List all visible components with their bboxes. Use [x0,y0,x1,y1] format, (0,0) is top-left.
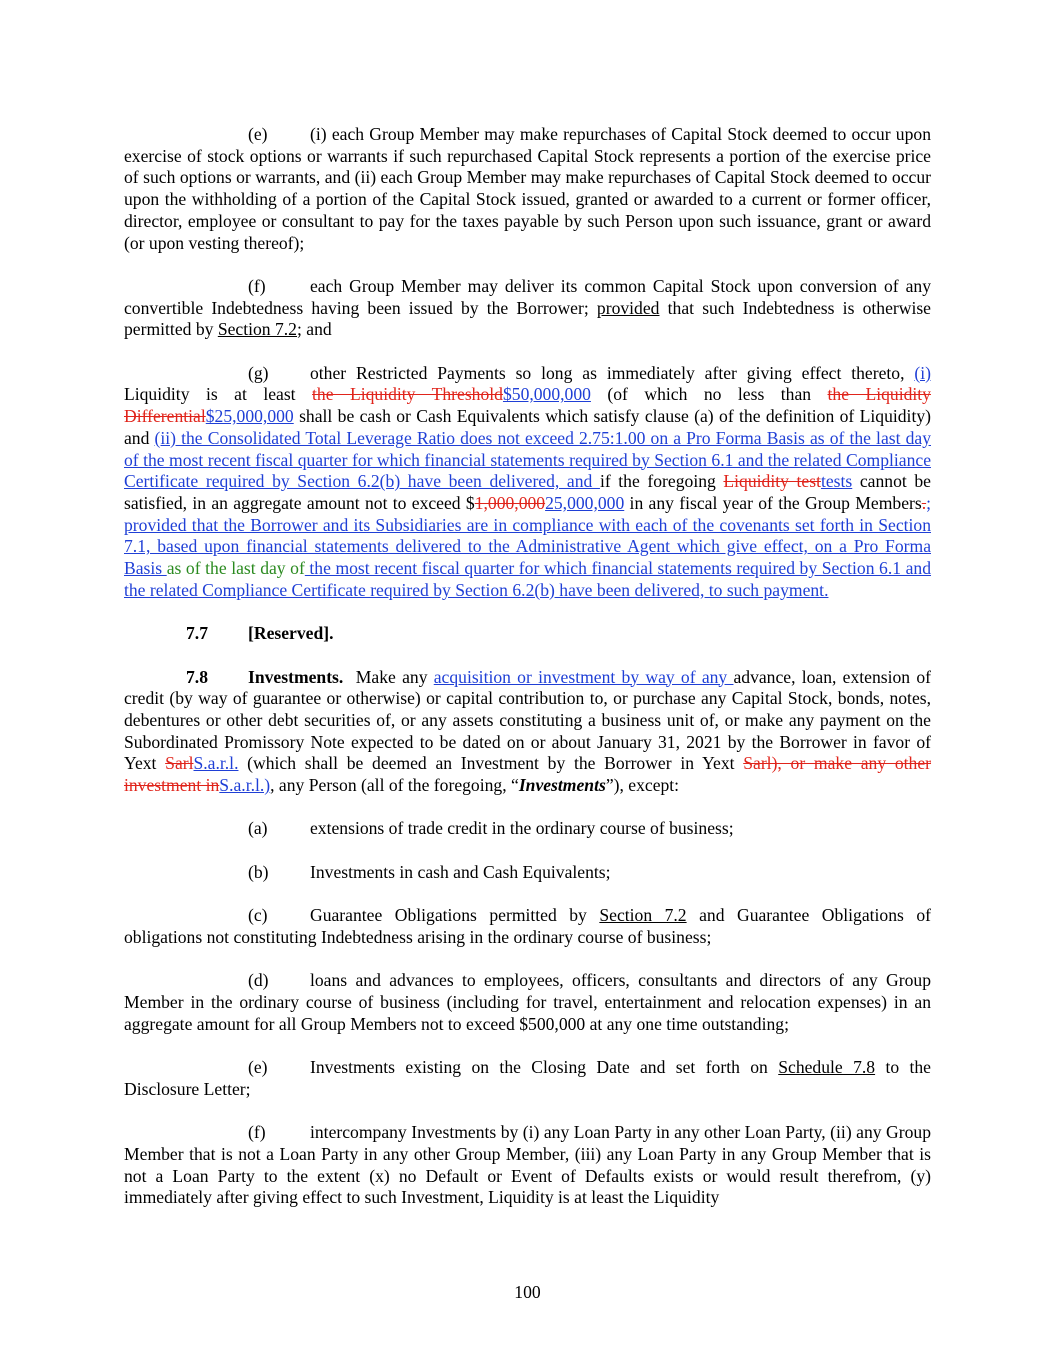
item-text: to the Disclosure Letter; [124,1057,931,1099]
moved-text: as of the last day of [166,558,305,579]
item-label: (d) [248,970,269,991]
paragraph-text: that such Indebtedness is otherwise permitted by [124,297,931,340]
item-text: and Guarantee Obligations of obligations not constituting Indebtedness arising in the ordinary course of business; [124,905,931,947]
item-e [124,1057,931,1100]
deleted-text: Sarl), or make any other investment in [124,753,932,796]
item-text: Investments in cash and Cash Equivalents; [310,861,611,882]
section-number: 7.8 [186,666,208,687]
schedule-reference: Schedule 7.8 [778,1057,876,1078]
item-a [124,818,931,840]
paragraph-e [124,124,931,254]
section-7-7-heading [124,623,931,645]
item-label: (e) [248,1057,268,1078]
paragraph-text: in any fiscal year of the Group Members [624,492,922,513]
defined-term: Investments [518,775,606,796]
paragraph-label: (e) [248,124,268,144]
inserted-text: acquisition or investment by way of any [433,666,734,687]
paragraph-label: (f) [248,275,266,296]
inserted-text: $50,000,000 [502,384,591,405]
section-reference: Section 7.2 [599,905,687,926]
deleted-text: the Liquidity Threshold [312,384,503,405]
item-label: (f) [248,1122,266,1143]
inserted-text: 25,000,000 [545,492,625,513]
paragraph-f [124,276,931,341]
paragraph-text: cannot be satisfied, in an aggregate amount not to exceed $ [124,471,931,513]
inserted-text: ; provided that the Borrower and its Subsidiaries are in compliance with each of the covenants set forth in Section 7.1, based upon financial statements delivered to the Administrative Agent which give effect, on a Pro Forma Basis [124,492,931,579]
inserted-text: S.a.r.l.) [219,775,271,796]
paragraph-text: (which shall be deemed an Investment by the Borrower in Yext [238,753,744,774]
item-label: (b) [248,861,269,882]
paragraph-text: Liquidity is at least [124,384,313,405]
inserted-text: S.a.r.l. [193,753,239,774]
inserted-text: (i) [914,362,931,383]
section-reference: Section 7.2 [217,319,297,340]
paragraph-g [124,363,931,602]
item-c [124,905,931,948]
paragraph-text: , any Person (all of the foregoing, “ [270,775,519,796]
item-b [124,862,931,884]
paragraph-text: other Restricted Payments so long as immediately after giving effect thereto, [310,362,915,383]
paragraph-label: (g) [248,362,269,383]
item-text: loans and advances to employees, officers, consultants and directors of any Group Member in the ordinary course of business (including for travel, entertainment and relocation expenses) in an aggregate amount for all Group Members not to exceed $500,000 at any one time outstanding; [124,970,931,1034]
paragraph-text: Make any [343,666,434,687]
deleted-text: Sarl [165,753,194,774]
item-label: (c) [248,905,268,926]
paragraph-text: (of which no less than [590,384,828,405]
inserted-text: the most recent fiscal quarter for which financial statements required by Section 6.1 and the related Compliance Certificate required by Section 6.2(b) have been delivered, to such payment. [124,558,932,600]
inserted-text: (ii) the Consolidated Total Leverage Ratio does not exceed 2.75:1.00 on a Pro Forma Basis as of the last day of the most recent fiscal quarter for which financial statements required by Section 6.1 and the related Compliance Certificate required by Section 6.2(b) have been delivered, and [124,427,931,492]
deleted-text: 1,000,000 [474,492,546,513]
deleted-text: the Liquidity Differential [124,384,931,427]
inserted-text: $25,000,000 [205,406,294,427]
item-d [124,970,931,1035]
section-title: Investments. [248,666,344,687]
section-number: 7.7 [186,623,208,644]
item-label: (a) [248,818,268,839]
document-page [124,124,931,1231]
paragraph-text: ”), except: [605,775,680,796]
paragraph-text: advance, loan, extension of credit (by way of guarantee or otherwise) or capital contribution to, or purchase any Capital Stock, bonds, notes, debentures or other debt securities of, or any assets constituting a business unit of, or make any payment on the Subordinated Promissory Note expected to be dated on or about January 31, 2021 by the Borrower in favor of Yext [124,666,931,774]
item-text: intercompany Investments by (i) any Loan Party in any other Loan Party, (ii) any Group Member that is not a Loan Party in any other Group Member, (iii) any Loan Party in any Group Member that is not a Loan Party to the extent (x) no Default or Event of Defaults exists or would result therefrom, (y) immediately after giving effect to such Investment, Liquidity is at least the Liquidity [124,1122,931,1208]
provided-term: provided [596,297,660,318]
page-number: 100 [514,1282,541,1302]
item-text: extensions of trade credit in the ordinary course of business; [310,818,734,839]
section-7-8 [124,667,931,797]
paragraph-text: shall be cash or Cash Equivalents which satisfy clause (a) of the definition of Liquidity) and [124,406,931,448]
paragraph-text: (i) each Group Member may make repurchases of Capital Stock deemed to occur upon exercise of stock options or warrants if such repurchased Capital Stock represents a portion of the exercise price of such options or warrants, and (ii) each Group Member may make repurchases of Capital Stock deemed to occur upon the withholding of a portion of the Capital Stock issued, granted or awarded to a current or former officer, director, employee or consultant to pay for the taxes payable by such Person upon such issuance, grant or award (or upon vesting thereof); [124,124,931,253]
deleted-text: Liquidity test [723,471,821,492]
paragraph-text: if the foregoing [599,471,724,492]
paragraph-text: each Group Member may deliver its common Capital Stock upon conversion of any convertible Indebtedness having been issued by the Borrower; [124,275,931,318]
paragraph-text: ; and [296,319,332,340]
inserted-text: tests [820,471,853,492]
item-text: Guarantee Obligations permitted by [310,905,600,926]
item-text: Investments existing on the Closing Date and set forth on [310,1057,779,1078]
deleted-text: . [921,492,927,513]
section-title: [Reserved]. [248,623,334,644]
item-f [124,1122,931,1209]
